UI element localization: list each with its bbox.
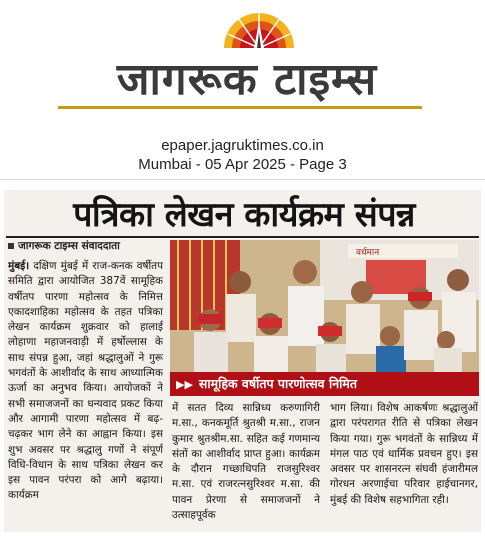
photo-caption	[170, 372, 479, 396]
byline-square-icon	[8, 243, 14, 249]
article-photo	[170, 240, 479, 372]
byline	[8, 238, 168, 254]
article-column-2: में सतत दिव्य सान्निध्य करुणागिरी म.सा., कनकमूर्ति श्रुतश्री म.सा., राजन कुमार श्रुतश्रीम.सा. सहित कई गणमान्य संतों का आशीर्वाद प्राप्त हुआ। कार्यक्रम के दौरान गच्छाधिपति राजसुरिश्वर म.सा. एवं राजरत्नसुरिश्वर म.सा. की पावन प्रेरणा से समाजजनों ने उत्साहपूर्वक	[172, 402, 320, 522]
byline-text: जागरूक टाइम्स संवाददाता	[18, 240, 120, 252]
dateline: मुंबई।	[8, 260, 30, 272]
article-column-3: भाग लिया। विशेष आकर्षणः श्रद्धालुओं द्वारा परंपरागत रीति से पत्रिका लेखन किया गया। गुरू भगवंतों के सान्निध्य में मंगल पाठ एवं धार्मिक प्रवचन हुए। इस अवसर पर शासनरत्न संघवी हंजारीमल गोरधन अरणाईचा परिवार हाईचानगर, मुंबई की विशेष सहभागिता रही।	[330, 402, 478, 506]
article-column-1	[8, 259, 163, 531]
masthead	[0, 0, 485, 178]
photo-caption-text: सामूहिक वर्षीतप पारणोत्सव निमित	[198, 376, 357, 391]
article-headline: पत्रिका लेखन कार्यक्रम संपन्न	[73, 195, 415, 235]
sun-pen-logo-icon	[222, 8, 296, 48]
col1-body: दक्षिण मुंबई में राज-कनक वर्षीतप समिति द्वारा आयोजित 387वें सामूहिक वर्षीतप पारणा महोत्सव के निमित्त एकादशाहिका महोत्सव के तहत पत्रिका लेखन कार्यक्रम शुक्रवार को हालाई लोहाणा महाजनवाड़ी में हर्षोल्लास के साथ संपन्न हुआ, जहां श्रद्धालुओं ने गुरू भगवंतों के आशीर्वाद के साथ आध्यात्मिक ऊर्जा का अनुभव किया। आयोजकों ने सभी समाजजनों का धन्यवाद प्रकट किया और आगामी पारणा महोत्सव में बढ़-चढ़कर भाग लेने का आह्वान किया। इस शुभ अवसर पर श्रद्धालु गणों ने संपूर्ण विधि-विधान के साथ पत्रिका लेखन कर इस पावन परंपरा को आगे बढ़ाया। कार्यक्रम	[8, 260, 163, 502]
photo-banner-text: वर्धमान	[356, 248, 380, 258]
site-url[interactable]: epaper.jagruktimes.co.in	[161, 137, 324, 154]
masthead-logo-text: जागरूक टाइम्स	[116, 54, 378, 105]
edition-line: Mumbai - 05 Apr 2025 - Page 3	[138, 156, 347, 173]
double-chevron-right-icon: ▶▶	[176, 378, 193, 391]
edition-meta	[0, 136, 485, 174]
logo-underline	[58, 106, 422, 109]
masthead-divider	[0, 179, 485, 180]
